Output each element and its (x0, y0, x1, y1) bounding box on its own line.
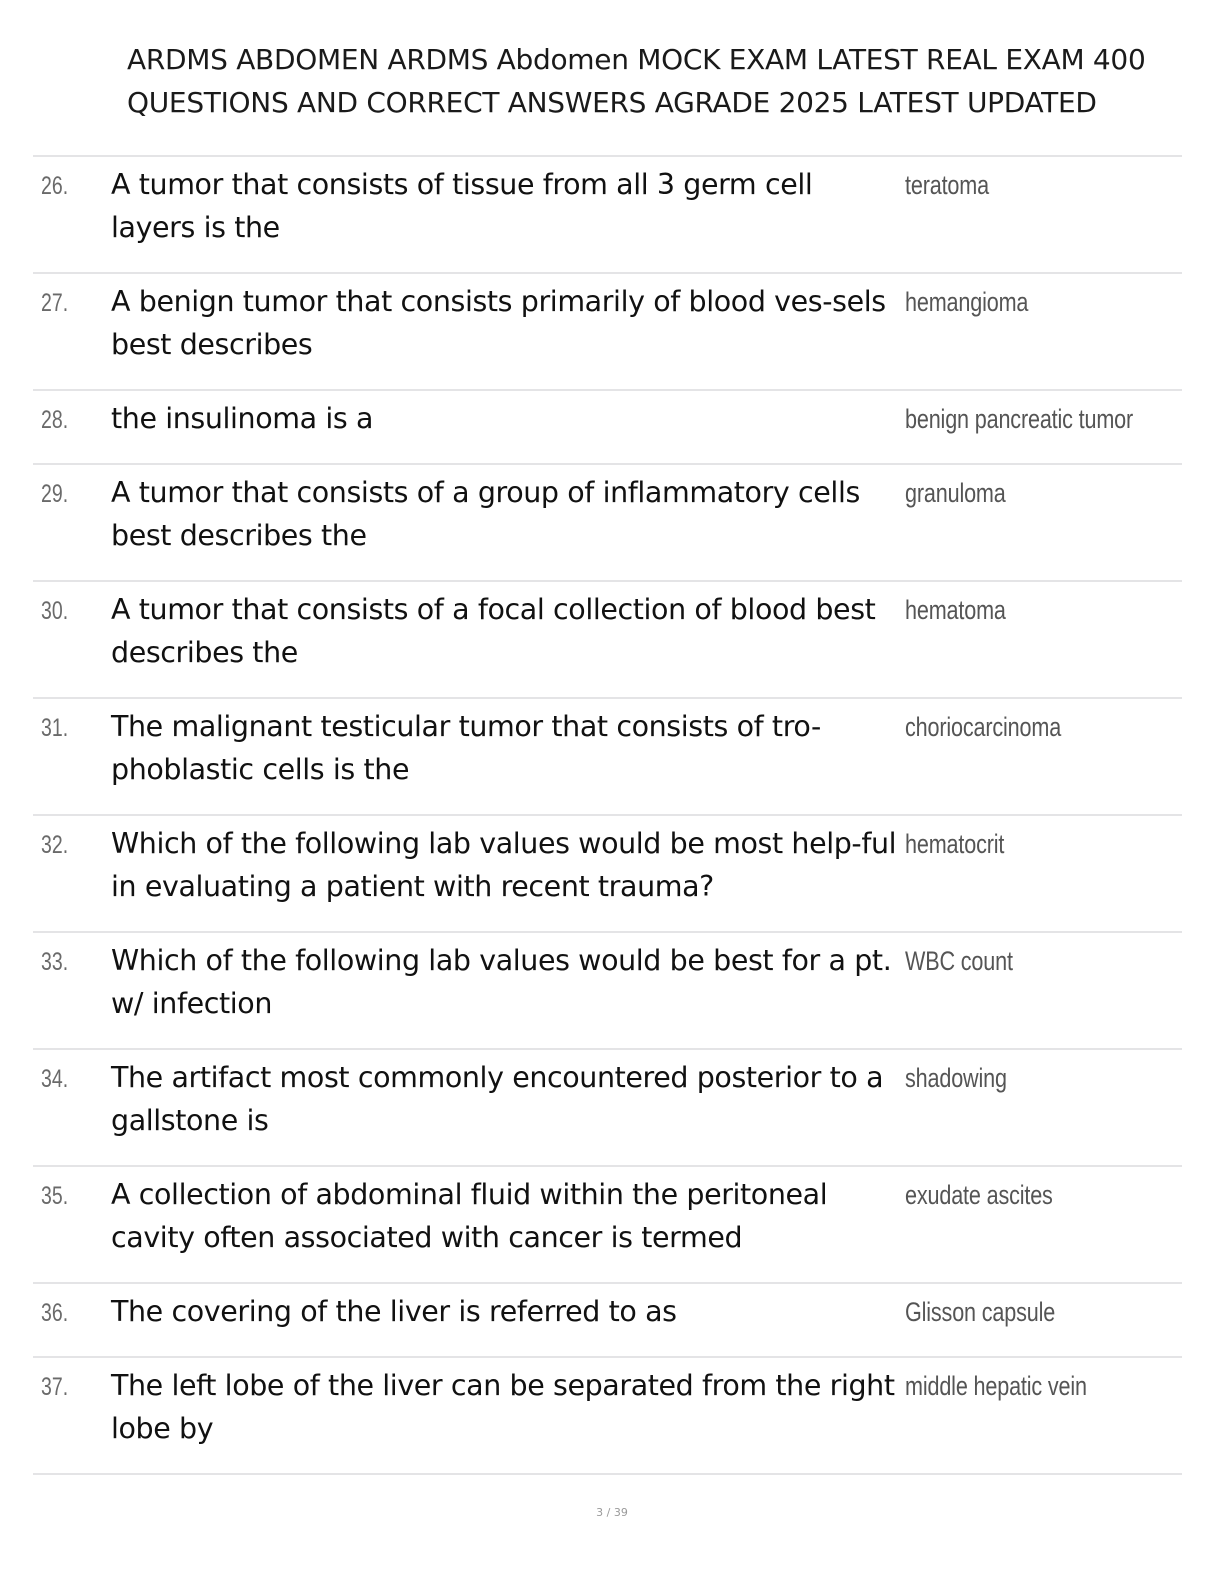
answer-text: shadowing (905, 1063, 1007, 1093)
question-text: A benign tumor that consists primarily of blood ves-sels best describes (111, 285, 886, 361)
question-number: 37. (41, 1373, 69, 1401)
question-answer-table (33, 155, 1182, 1475)
question-text: Which of the following lab values would be most help-ful in evaluating a patient with recent trauma? (111, 827, 897, 903)
qa-row-31 (33, 699, 1182, 816)
qa-row-27 (33, 274, 1182, 391)
answer-text: exudate ascites (905, 1180, 1053, 1210)
answer-text: hemangioma (905, 287, 1029, 317)
question-text: the insulinoma is a (111, 402, 374, 435)
document-title-line-1: ARDMS ABDOMEN ARDMS Abdomen MOCK EXAM LATEST REAL EXAM 400 (127, 43, 1146, 76)
question-text: A tumor that consists of a group of inflammatory cells best describes the (111, 476, 860, 552)
qa-row-28 (33, 391, 1182, 465)
page-number: 3 / 39 (596, 1506, 628, 1519)
question-text: The artifact most commonly encountered posterior to a gallstone is (111, 1061, 884, 1137)
answer-text: hematoma (905, 595, 1006, 625)
answer-text: granuloma (905, 478, 1006, 508)
question-number: 35. (41, 1182, 69, 1210)
answer-text: WBC count (905, 946, 1013, 976)
question-number: 34. (41, 1065, 69, 1093)
question-number: 30. (41, 597, 69, 625)
question-text: The covering of the liver is referred to as (111, 1295, 677, 1328)
qa-row-30 (33, 582, 1182, 699)
document-title (127, 38, 1224, 124)
answer-text: middle hepatic vein (905, 1371, 1087, 1401)
qa-row-33 (33, 933, 1182, 1050)
answer-text: benign pancreatic tumor (905, 404, 1134, 434)
question-number: 26. (41, 172, 69, 200)
answer-text: teratoma (905, 170, 989, 200)
question-number: 36. (41, 1299, 69, 1327)
qa-row-29 (33, 465, 1182, 582)
question-text: A tumor that consists of a focal collection of blood best describes the (111, 593, 876, 669)
question-number: 32. (41, 831, 69, 859)
question-text: A tumor that consists of tissue from all 3 germ cell layers is the (111, 168, 813, 244)
question-number: 31. (41, 714, 69, 742)
qa-row-36 (33, 1284, 1182, 1358)
question-number: 29. (41, 480, 69, 508)
answer-text: Glisson capsule (905, 1297, 1056, 1327)
qa-row-35 (33, 1167, 1182, 1284)
question-text: Which of the following lab values would be best for a pt. w/ infection (111, 944, 892, 1020)
qa-row-26 (33, 157, 1182, 274)
document-title-line-2: QUESTIONS AND CORRECT ANSWERS AGRADE 2025 LATEST UPDATED (127, 86, 1097, 119)
answer-text: choriocarcinoma (905, 712, 1062, 742)
qa-row-34 (33, 1050, 1182, 1167)
question-number: 28. (41, 406, 69, 434)
question-text: A collection of abdominal fluid within the peritoneal cavity often associated with cancer is termed (111, 1178, 828, 1254)
question-text: The left lobe of the liver can be separated from the right lobe by (111, 1369, 895, 1445)
answer-text: hematocrit (905, 829, 1005, 859)
question-number: 27. (41, 289, 69, 317)
question-text: The malignant testicular tumor that consists of tro-phoblastic cells is the (111, 710, 821, 786)
qa-row-32 (33, 816, 1182, 933)
qa-row-37 (33, 1358, 1182, 1475)
question-number: 33. (41, 948, 69, 976)
